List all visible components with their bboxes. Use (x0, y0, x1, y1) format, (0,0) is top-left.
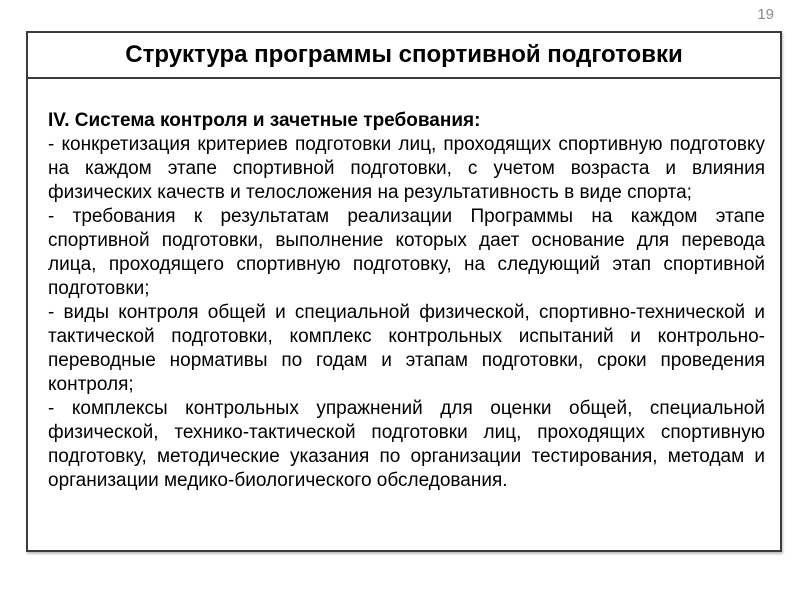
page-number: 19 (757, 6, 774, 23)
slide-title: Структура программы спортивной подготовки (28, 33, 780, 79)
slide-body (28, 79, 780, 497)
slide-frame (26, 31, 782, 552)
bullet-paragraph: - конкретизация критериев подготовки лиц, проходящих спортивную подготовку на каждом этапе спортивной подготовки, с учетом возраста и влияния физических качеств и телосложения на результативность в виде спорта; (48, 134, 765, 203)
bullet-paragraph: - виды контроля общей и специальной физической, спортивно-технической и тактической подготовки, комплекс контрольных испытаний и контрольно-переводные нормативы по годам и этапам подготовки, сроки проведения контроля; (48, 302, 765, 395)
section-heading: IV. Система контроля и зачетные требования: (48, 110, 481, 131)
bullet-paragraph: - комплексы контрольных упражнений для оценки общей, специальной физической, технико-тактической подготовки лиц, проходящих спортивную подготовку, методические указания по организации тестирования, методам и организации медико-биологического обследования. (48, 398, 765, 491)
bullet-paragraph: - требования к результатам реализации Программы на каждом этапе спортивной подготовки, выполнение которых дает основание для перевода лица, проходящего спортивную подготовку, на следующий этап спортивной подготовки; (48, 206, 765, 299)
